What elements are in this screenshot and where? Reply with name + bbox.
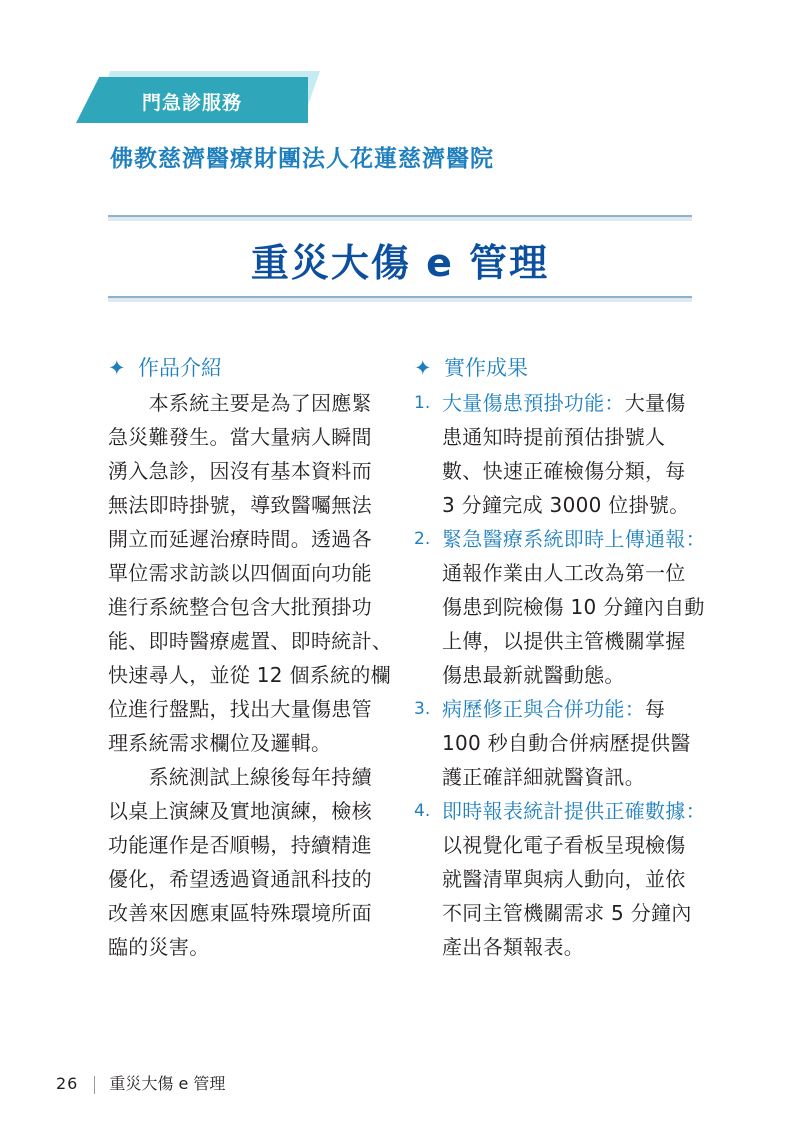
result-item-text-line: 通報作業由人工改為第一位: [442, 561, 686, 585]
category-label: 門急診服務: [142, 92, 243, 114]
intro-text-line: 臨的災害。: [108, 935, 210, 959]
result-item-first-line: [442, 386, 694, 420]
page-footer: [56, 1072, 225, 1096]
result-item-text-line: 就醫清單與病人動向，並依: [442, 867, 686, 891]
result-item-text-line: 傷患到院檢傷 10 分鐘內自動: [442, 595, 705, 619]
result-item-title-tail: 大量傷: [624, 391, 686, 415]
result-item: [414, 522, 706, 692]
result-item-number: 3.: [414, 699, 431, 719]
results-heading-label: 實作成果: [444, 356, 528, 380]
intro-body: [108, 386, 392, 964]
result-item-title-tail: 每: [645, 697, 666, 721]
result-item: [414, 794, 706, 964]
intro-text-line: 急災難發生。當大量病人瞬間: [108, 425, 372, 449]
results-list: [414, 386, 706, 964]
result-item-first-line: [442, 522, 706, 556]
result-item-first-line: [442, 692, 694, 726]
intro-text-line: 位進行盤點，找出大量傷患管: [108, 697, 372, 721]
result-item-text-line: 上傳，以提供主管機關掌握: [442, 629, 686, 653]
result-item: [414, 386, 694, 522]
sparkle-icon: ✦: [414, 356, 432, 380]
intro-text-line: 能、即時醫療處置、即時統計、: [108, 629, 393, 653]
page-number: 26: [56, 1074, 79, 1093]
title-rule-bottom: [108, 296, 692, 302]
result-item-text-line: 產出各類報表。: [442, 935, 585, 959]
intro-text-line: 無法即時掛號，導致醫囑無法: [108, 493, 372, 517]
intro-text-line: 以桌上演練及實地演練，檢核: [108, 799, 372, 823]
intro-heading: [108, 350, 392, 386]
result-item-text-line: 3 分鐘完成 3000 位掛號。: [442, 493, 690, 517]
hospital-name: 佛教慈濟醫療財團法人花蓮慈濟醫院: [110, 146, 494, 172]
result-item-title: 緊急醫療系統即時上傳通報：: [442, 527, 706, 551]
intro-text-line: 單位需求訪談以四個面向功能: [108, 561, 372, 585]
page-title: 重災大傷 e 管理: [250, 241, 550, 285]
intro-text-line: 優化，希望透過資通訊科技的: [108, 867, 372, 891]
intro-text-line: 快速尋人，並從 12 個系統的欄: [108, 663, 391, 687]
results-heading: [414, 350, 694, 386]
title-rule-top: [108, 215, 692, 221]
result-item-number: 2.: [414, 529, 431, 549]
sparkle-icon: ✦: [108, 356, 126, 380]
result-item-text-line: 100 秒自動合併病歷提供醫: [442, 731, 691, 755]
result-item-first-line: [442, 794, 706, 828]
intro-text-line: 功能運作是否順暢，持續精進: [108, 833, 372, 857]
category-banner: [76, 71, 320, 123]
result-item-number: 1.: [414, 393, 431, 413]
result-item-text-line: 數、快速正確檢傷分類，每: [442, 459, 686, 483]
intro-column: [108, 350, 392, 964]
intro-text-line: 湧入急診，因沒有基本資料而: [108, 459, 372, 483]
footer-title: 重災大傷 e 管理: [109, 1074, 226, 1093]
result-item-text-line: 以視覺化電子看板呈現檢傷: [442, 833, 686, 857]
intro-text-line: 進行系統整合包含大批預掛功: [108, 595, 372, 619]
intro-text-line: 理系統需求欄位及邏輯。: [108, 731, 332, 755]
intro-text-line: 本系統主要是為了因應緊: [108, 391, 372, 415]
result-item-title: 病歷修正與合併功能：: [442, 697, 645, 721]
result-item-text-line: 患通知時提前預估掛號人: [442, 425, 666, 449]
results-column: [414, 350, 706, 964]
result-item-number: 4.: [414, 801, 431, 821]
result-item-title: 即時報表統計提供正確數據：: [442, 799, 706, 823]
intro-text-line: 系統測試上線後每年持續: [108, 765, 372, 789]
result-item-text-line: 護正確詳細就醫資訊。: [442, 765, 645, 789]
result-item-title: 大量傷患預掛功能：: [442, 391, 625, 415]
footer-divider: [94, 1076, 95, 1094]
intro-text-line: 開立而延遲治療時間。透過各: [108, 527, 372, 551]
result-item-text-line: 傷患最新就醫動態。: [442, 663, 625, 687]
intro-heading-label: 作品介紹: [138, 356, 222, 380]
result-item-text-line: 不同主管機關需求 5 分鐘內: [442, 901, 692, 925]
result-item: [414, 692, 694, 794]
intro-text-line: 改善來因應東區特殊環境所面: [108, 901, 372, 925]
